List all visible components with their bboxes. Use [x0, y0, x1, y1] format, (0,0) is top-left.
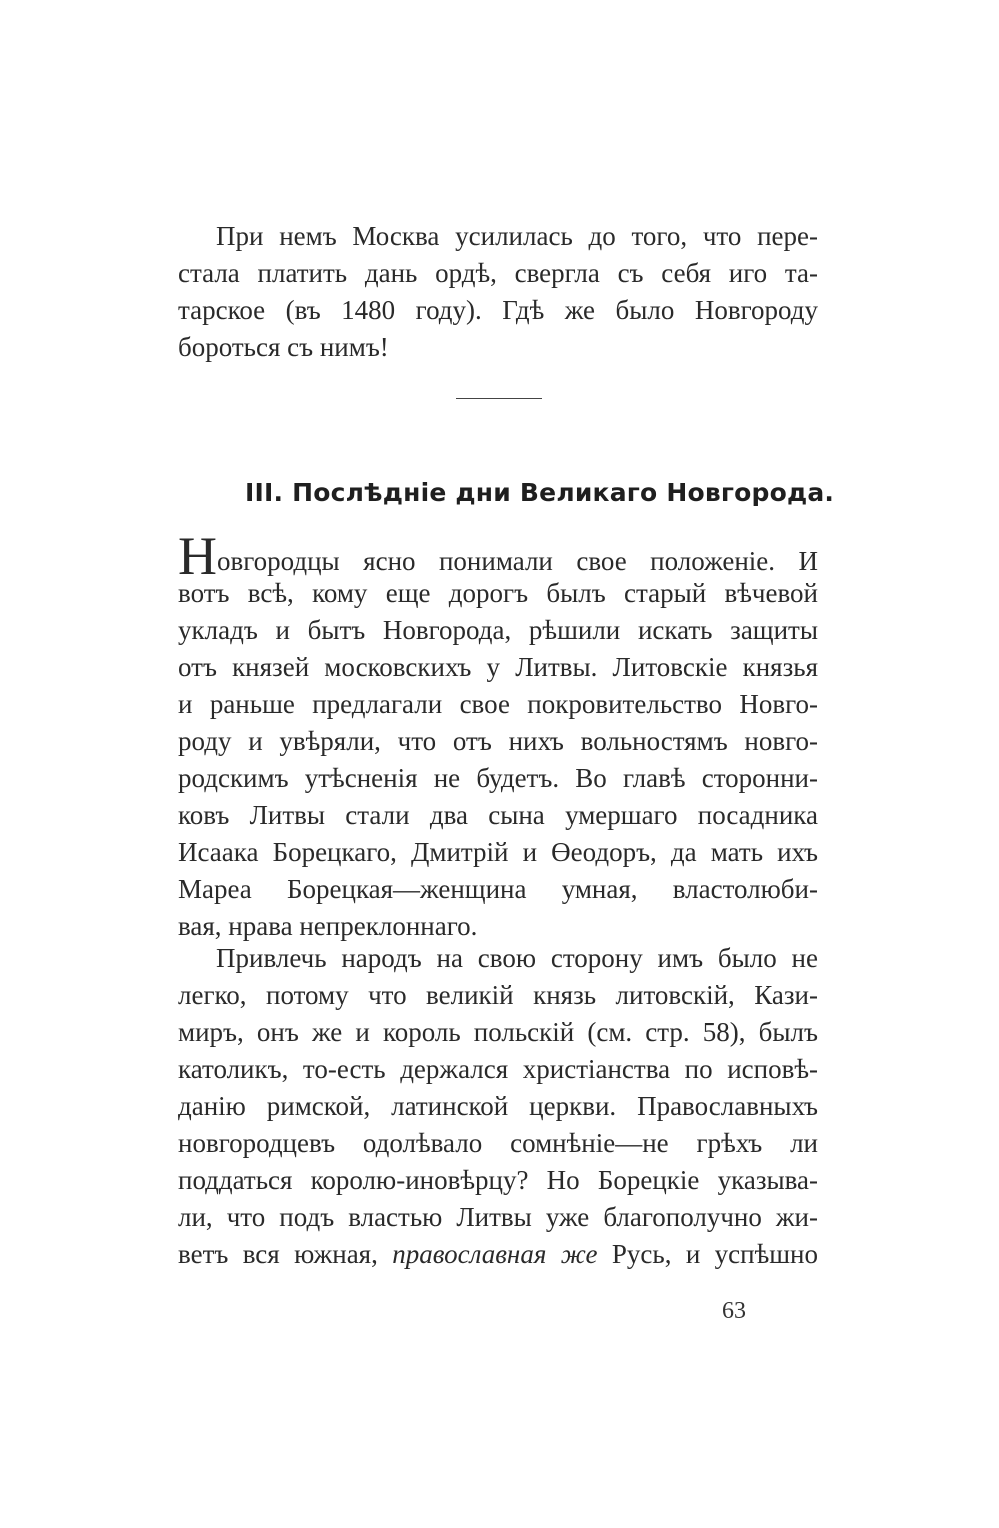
- italic-phrase: православная же: [392, 1239, 598, 1269]
- text-line: тарское (въ 1480 году). Гдѣ же было Новгороду: [178, 295, 818, 325]
- text-line: поддаться королю-иновѣрцу? Но Борецкіе указыва-: [178, 1165, 818, 1195]
- paragraph-1: [178, 526, 818, 945]
- text-line: Мареа Борецкая—женщина умная, властолюби-: [178, 874, 818, 904]
- text-line: ли, что подъ властью Литвы уже благополучно жи-: [178, 1202, 818, 1232]
- line-start: ветъ вся южная,: [178, 1239, 393, 1269]
- text-line: Исаака Борецкаго, Дмитрій и Өеодоръ, да мать ихъ: [178, 837, 818, 867]
- text-line: легко, потому что великій князь литовскій, Кази-: [178, 980, 818, 1010]
- line-end: Русь, и успѣшно: [597, 1239, 818, 1269]
- text-line: вая, нрава непреклоннаго.: [178, 911, 478, 941]
- text-line: бороться съ нимъ!: [178, 332, 389, 362]
- text-line: вотъ всѣ, кому еще дорогъ былъ старый вѣчевой: [178, 578, 818, 608]
- text-line: миръ, онъ же и король польскій (см. стр. 58), былъ: [178, 1017, 818, 1047]
- text-line: роду и увѣряли, что отъ нихъ вольностямъ новго-: [178, 726, 818, 756]
- text-line: ковъ Литвы стали два сына умершаго посадника: [178, 800, 818, 830]
- intro-paragraph: [178, 218, 818, 366]
- first-line-text: овгородцы ясно понимали свое положеніе. И: [217, 546, 818, 576]
- page-number: 63: [722, 1298, 746, 1324]
- text-line: [178, 526, 818, 586]
- text-line: Привлечь народъ на свою сторону имъ было не: [216, 943, 818, 973]
- text-line: укладъ и бытъ Новгорода, рѣшили искать защиты: [178, 615, 818, 645]
- text-line: данію римской, латинской церкви. Православныхъ: [178, 1091, 818, 1121]
- chapter-heading: III. Послѣдніе дни Великаго Новгорода.: [245, 478, 835, 507]
- text-line: [178, 1236, 818, 1273]
- text-line: родскимъ утѣсненія не будетъ. Во главѣ сторонни-: [178, 763, 818, 793]
- text-line: При немъ Москва усилилась до того, что пере-: [216, 221, 818, 251]
- text-line: отъ князей московскихъ у Литвы. Литовскіе князья: [178, 652, 818, 682]
- text-line: и раньше предлагали свое покровительство Новго-: [178, 689, 818, 719]
- text-line: католикъ, то-есть держался христіанства по исповѣ-: [178, 1054, 818, 1084]
- section-separator: [456, 398, 542, 399]
- text-line: стала платить дань ордѣ, свергла съ себя иго та-: [178, 258, 818, 288]
- drop-cap: Н: [178, 526, 217, 586]
- text-line: новгородцевъ одолѣвало сомнѣніе—не грѣхъ ли: [178, 1128, 818, 1158]
- paragraph-2: [178, 940, 818, 1273]
